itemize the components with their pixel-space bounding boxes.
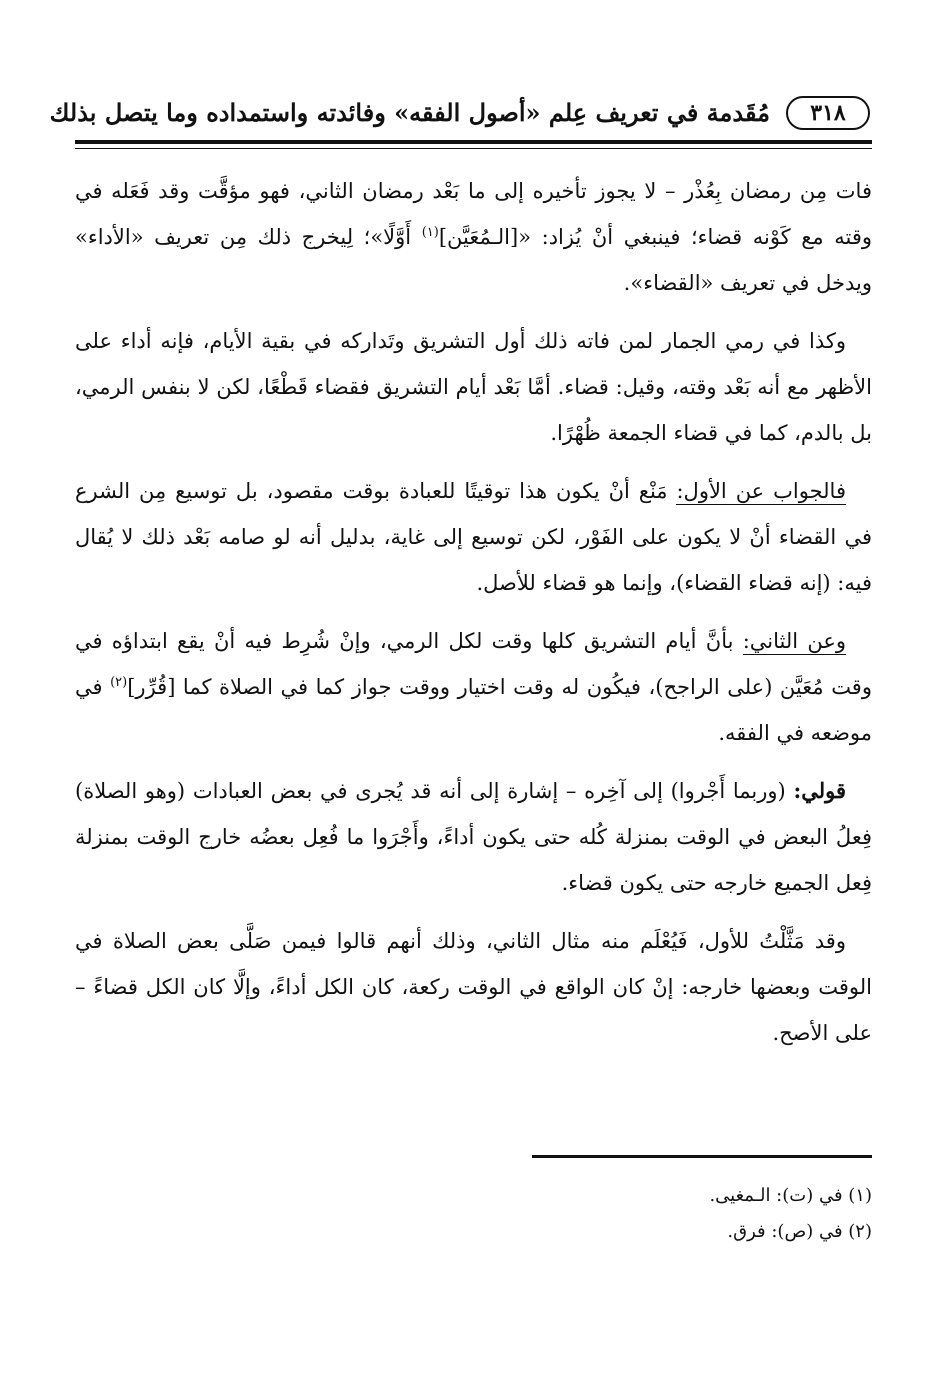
paragraph-4-text-b: في موضعه في الفقه. xyxy=(75,675,872,745)
paragraph-4 xyxy=(75,618,872,756)
paragraph-3-text: مَنْع أنْ يكون هذا توقيتًا للعبادة بوقت مقصود، بل توسيع مِن الشرع في القضاء أنْ لا يكون على الفَوْر، لكن توسيع إلى غاية، بدليل أنه لو صامه بَعْد ذلك لا يُقال فيه: (إنه قضاء القضاء)، وإنما هو قضاء للأصل. xyxy=(75,479,872,595)
paragraph-1-text-a: فات مِن رمضان بِعُذْر – لا يجوز تأخيره إلى ما بَعْد رمضان الثاني، فهو مؤقَّت وقد فَعَله في وقته مع كَوْنه قضاء؛ فينبغي أنْ يُزاد: «[الـمُعَيَّن] xyxy=(75,179,872,249)
footnote-separator xyxy=(532,1155,872,1158)
paragraph-5 xyxy=(75,768,872,906)
footnote-2: (٢) في (ص): فرق. xyxy=(727,1221,872,1242)
paragraph-1 xyxy=(75,168,872,306)
running-title: مُقَدمة في تعريف عِلم «أصول الفقه» وفائدته واستمداده وما يتصل بذلك xyxy=(49,98,770,127)
main-text xyxy=(75,168,872,1068)
footnote-ref-2: (٢) xyxy=(110,675,128,690)
paragraph-2: وكذا في رمي الجمار لمن فاته ذلك أول التشريق وتَداركه في بقية الأيام، فإنه أداء على الأظهر مع أنه بَعْد وقته، وقيل: قضاء. أمَّا بَعْد أيام التشريق فقضاء قَطْعًا، لكن لا بنفس الرمي، بل بالدم، كما في قضاء الجمعة ظُهْرًا. xyxy=(75,329,872,445)
header-rule-thick xyxy=(75,140,872,144)
paragraph-6: وقد مَثَّلْتُ للأول، فَيُعْلَم منه مثال الثاني، وذلك أنهم قالوا فيمن صَلَّى بعض الصلاة في الوقت وبعضها خارجه: إنْ كان الواقع في الوقت ركعة، كان الكل أداءً، وإلَّا كان الكل قضاءً – على الأصح. xyxy=(75,929,872,1045)
page-header xyxy=(49,92,870,142)
page-number: ٣١٨ xyxy=(786,96,870,130)
paragraph-3 xyxy=(75,468,872,606)
footnotes xyxy=(75,1178,872,1250)
footnote-ref-1: (١) xyxy=(421,225,439,240)
paragraph-5-lead: قولي: xyxy=(793,778,846,803)
header-rule-thin xyxy=(75,148,872,149)
paragraph-5-text: (وربما أَجْروا) إلى آخِره – إشارة إلى أنه قد يُجرى في بعض العبادات (وهو الصلاة) فِعلُ البعض في الوقت بمنزلة كُله حتى يكون أداءً، وأَجْرَوا ما فُعِل بعضُه خارج الوقت بمنزلة فِعل الجميع خارجه حتى يكون قضاء. xyxy=(75,779,872,895)
footnote-1: (١) في (ت): الـمغيى. xyxy=(709,1185,872,1206)
paragraph-4-lead: وعن الثاني: xyxy=(742,629,846,653)
paragraph-4-text-a: بأنَّ أيام التشريق كلها وقت لكل الرمي، وإنْ شُرِط فيه أنْ يقع ابتداؤه في وقت مُعَيَّن (على الراجح)، فيكُون له وقت اختيار ووقت جواز كما في الصلاة كما [قُرِّر] xyxy=(75,629,872,699)
paragraph-3-lead: فالجواب عن الأول: xyxy=(676,479,846,503)
paragraph-1-text-b: أَوَّلًا»؛ لِيخرج ذلك مِن تعريف «الأداء» ويدخل في تعريف «القضاء». xyxy=(75,225,872,295)
